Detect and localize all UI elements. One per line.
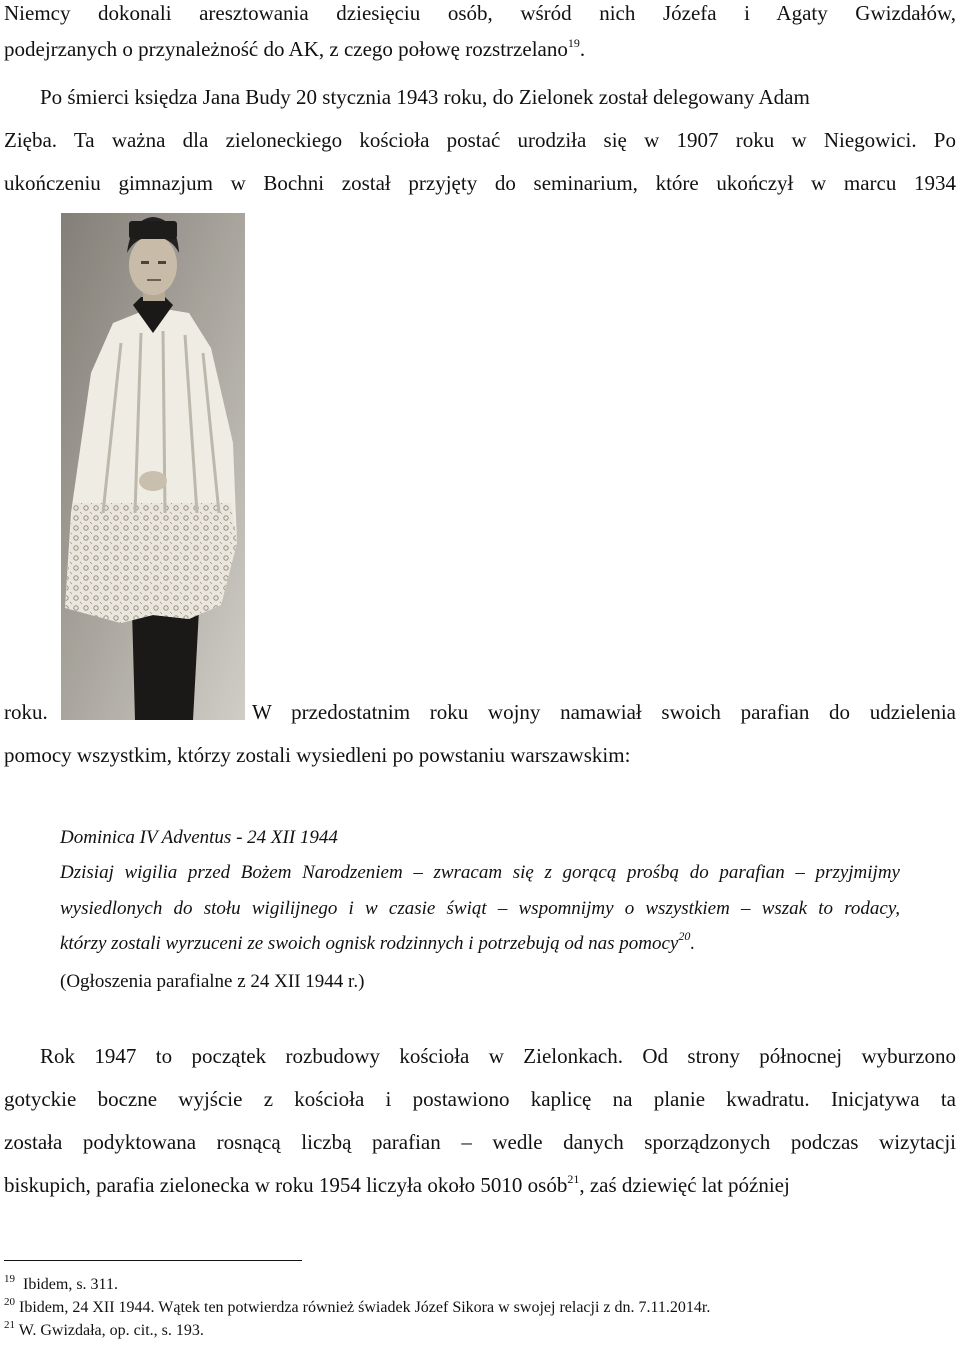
text-line: W przedostatnim roku wojny namawiał swoich parafian do udzielenia [252, 700, 956, 724]
quote-source: (Ogłoszenia parafialne z 24 XII 1944 r.) [60, 971, 365, 992]
text-line: roku. [4, 700, 48, 724]
footnote-ref[interactable]: 21 [567, 1172, 580, 1186]
footnote: $^{21}$ W. Gwizdała, op. cit., s. 193. [4, 1319, 204, 1339]
footnote: $^{19}$ Ibidem, s. 311. [4, 1273, 118, 1293]
text-line: pomocy wszystkim, którzy zostali wysiedleni po powstaniu warszawskim: [4, 743, 631, 767]
text-line: biskupich, parafia zielonecka w roku 1954 liczyła około 5010 osób$^{21}$, zaś dziewięć lat później [4, 1172, 790, 1197]
quote-line: wysiedlonych do stołu wigilijnego i w czasie świąt – wspomnijmy o wszystkiem – wszak to rodacy, [60, 898, 900, 919]
text-line: została podyktowana rosnącą liczbą parafian – wedle danych sporządzonych podczas wizytacji [4, 1130, 956, 1154]
text-line: Niemcy dokonali aresztowania dziesięciu osób, wśród nich Józefa i Agaty Gwizdałów, [4, 1, 956, 25]
footnote-separator [4, 1260, 302, 1261]
quote-heading: Dominica IV Adventus - 24 XII 1944 [60, 827, 338, 848]
quote-line: którzy zostali wyrzuceni ze swoich ognisk rodzinnych i potrzebują od nas pomocy$^{20}$. [60, 929, 696, 954]
text-line: podejrzanych o przynależność do AK, z czego połowę rozstrzelano$^{19}$. [4, 36, 586, 61]
text-line: Po śmierci księdza Jana Budy 20 stycznia 1943 roku, do Zielonek został delegowany Adam [40, 85, 810, 109]
text-line: Rok 1947 to początek rozbudowy kościoła w Zielonkach. Od strony północnej wyburzono [40, 1044, 956, 1068]
text-line: ukończeniu gimnazjum w Bochni został przyjęty do seminarium, które ukończył w marcu 1934 [4, 171, 956, 195]
priest-photo [61, 213, 245, 720]
footnote-ref[interactable]: 19 [567, 36, 580, 50]
footnote-ref[interactable]: 20 [678, 929, 691, 943]
footnote: $^{20}$ Ibidem, 24 XII 1944. Wątek ten potwierdza również świadek Józef Sikora w swojej relacji z dn. 7.11.2014r. [4, 1296, 711, 1316]
quote-line: Dzisiaj wigilia przed Bożem Narodzeniem – zwracam się z gorącą prośbą do parafian – przyjmijmy [60, 862, 900, 883]
text-line: gotyckie boczne wyjście z kościoła i postawiono kaplicę na planie kwadratu. Inicjatywa ta [4, 1087, 956, 1111]
text-line: Zięba. Ta ważna dla zieloneckiego kościoła postać urodziła się w 1907 roku w Niegowici. Po [4, 128, 956, 152]
